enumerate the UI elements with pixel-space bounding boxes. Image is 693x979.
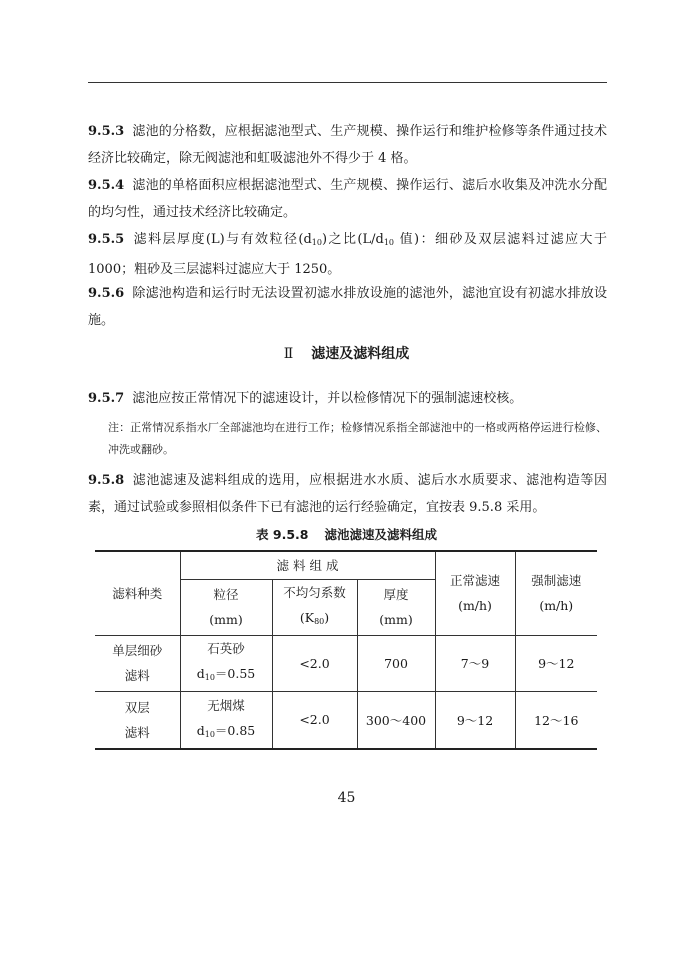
cell-uniformity: <2.0 — [272, 691, 357, 749]
header-grain-unit: (mm) — [209, 612, 243, 627]
header-rule — [88, 82, 607, 83]
material-name: 石英砂 — [207, 641, 245, 656]
clause-number: 9.5.3 — [88, 124, 125, 139]
clause-text: 滤池的单格面积应根据滤池型式、生产规模、操作运行、滤后水收集及冲洗水分配的均匀性，通过技术经济比较确定。 — [88, 178, 607, 220]
clause-9-5-3 — [88, 119, 607, 172]
clause-number: 9.5.7 — [88, 391, 125, 406]
clause-9-5-8 — [88, 468, 607, 521]
clause-text: 滤池应按正常情况下的滤速设计，并以检修情况下的强制滤速校核。 — [132, 391, 523, 406]
header-forced-speed-unit: (m/h) — [539, 598, 574, 614]
table-header-row — [95, 551, 597, 579]
section-roman-numeral: Ⅱ — [283, 346, 294, 362]
grain-size-value — [181, 718, 272, 747]
cell-media-type — [95, 691, 180, 749]
cell-grain — [180, 691, 272, 749]
media-type-line: 滤料 — [124, 724, 150, 740]
clause-number: 9.5.8 — [88, 473, 125, 488]
header-thickness — [357, 579, 435, 635]
cell-uniformity: <2.0 — [272, 635, 357, 691]
header-thickness-unit: (mm) — [379, 612, 413, 627]
cell-grain — [180, 635, 272, 691]
cell-normal-speed: 7～9 — [435, 635, 515, 691]
header-grain-size — [180, 579, 272, 635]
section-title: 滤速及滤料组成 — [311, 346, 410, 362]
clause-9-5-5 — [88, 227, 607, 283]
cell-forced-speed: 9～12 — [515, 635, 597, 691]
header-normal-speed — [435, 551, 515, 635]
clause-text: 滤料层厚度(L)与有效粒径(d — [132, 232, 312, 247]
header-media-type: 滤料种类 — [95, 551, 180, 635]
subscript: 80 — [314, 617, 325, 626]
note: 注：正常情况系指水厂全部滤池均在进行工作；检修情况系指全部滤池中的一格或两格停运进行检修、冲洗或翻砂。 — [108, 421, 607, 456]
table-number: 表 9.5.8 — [256, 527, 309, 542]
header-uniformity-label: 不均匀系数 — [283, 585, 346, 600]
clause-number: 9.5.5 — [88, 232, 125, 247]
subscript: 10 — [383, 238, 395, 247]
uniformity-unit-close: ) — [324, 610, 330, 625]
header-forced-speed — [515, 551, 597, 635]
d-symbol: d — [196, 722, 205, 738]
cell-thickness: 700 — [357, 635, 435, 691]
header-uniformity — [272, 579, 357, 635]
clause-text: 除滤池构造和运行时无法设置初滤水排放设施的滤池外，滤池宜设有初滤水排放设施。 — [88, 286, 607, 328]
media-type-line: 双层 — [124, 699, 150, 715]
header-forced-speed-label: 强制滤速 — [531, 573, 582, 589]
header-uniformity-unit — [273, 605, 357, 634]
filter-media-table — [95, 550, 597, 750]
header-normal-speed-label: 正常滤速 — [449, 573, 500, 589]
section-heading — [0, 343, 693, 363]
table-caption — [0, 525, 693, 543]
clause-number: 9.5.4 — [88, 178, 125, 193]
grain-size-value — [181, 661, 272, 690]
table-row — [95, 635, 597, 691]
cell-thickness: 300～400 — [357, 691, 435, 749]
header-grain-label: 粒径 — [213, 587, 239, 602]
clause-9-5-4 — [88, 173, 607, 226]
clause-text: 滤池滤速及滤料组成的选用，应根据进水水质、滤后水水质要求、滤池构造等因素，通过试验或参照相似条件下已有滤池的运行经验确定，宜按表 9.5.8 采用。 — [88, 473, 607, 515]
clause-text: )之比(L/d — [321, 232, 384, 247]
material-name: 无烟煤 — [207, 697, 245, 713]
clause-text: 值)：细砂及双层滤料过滤应大于 1000；粗砂及三层滤料过滤应大于 1250。 — [88, 232, 607, 277]
subscript: 10 — [204, 673, 215, 682]
cell-normal-speed: 9～12 — [435, 691, 515, 749]
table-title: 滤池滤速及滤料组成 — [324, 527, 437, 542]
table-row — [95, 691, 597, 749]
d-value: ＝0.55 — [214, 666, 256, 681]
uniformity-unit-open: (K — [299, 610, 315, 625]
d-value: ＝0.85 — [214, 722, 256, 738]
media-type-line: 单层细砂 — [112, 643, 163, 658]
media-type-line: 滤料 — [124, 668, 150, 683]
clause-number: 9.5.6 — [88, 286, 125, 301]
clause-9-5-7 — [88, 386, 607, 413]
subscript: 10 — [311, 238, 322, 247]
cell-forced-speed: 12～16 — [515, 691, 597, 749]
header-normal-speed-unit: (m/h) — [458, 598, 492, 614]
d-symbol: d — [196, 666, 205, 681]
header-thickness-label: 厚度 — [383, 587, 409, 602]
header-composition: 滤 料 组 成 — [180, 551, 435, 579]
cell-media-type — [95, 635, 180, 691]
clause-9-5-6 — [88, 281, 607, 334]
subscript: 10 — [204, 729, 215, 739]
page-number: 45 — [337, 790, 356, 806]
clause-text: 滤池的分格数，应根据滤池型式、生产规模、操作运行和维护检修等条件通过技术经济比较确定，除无阀滤池和虹吸滤池外不得少于 4 格。 — [88, 124, 607, 166]
